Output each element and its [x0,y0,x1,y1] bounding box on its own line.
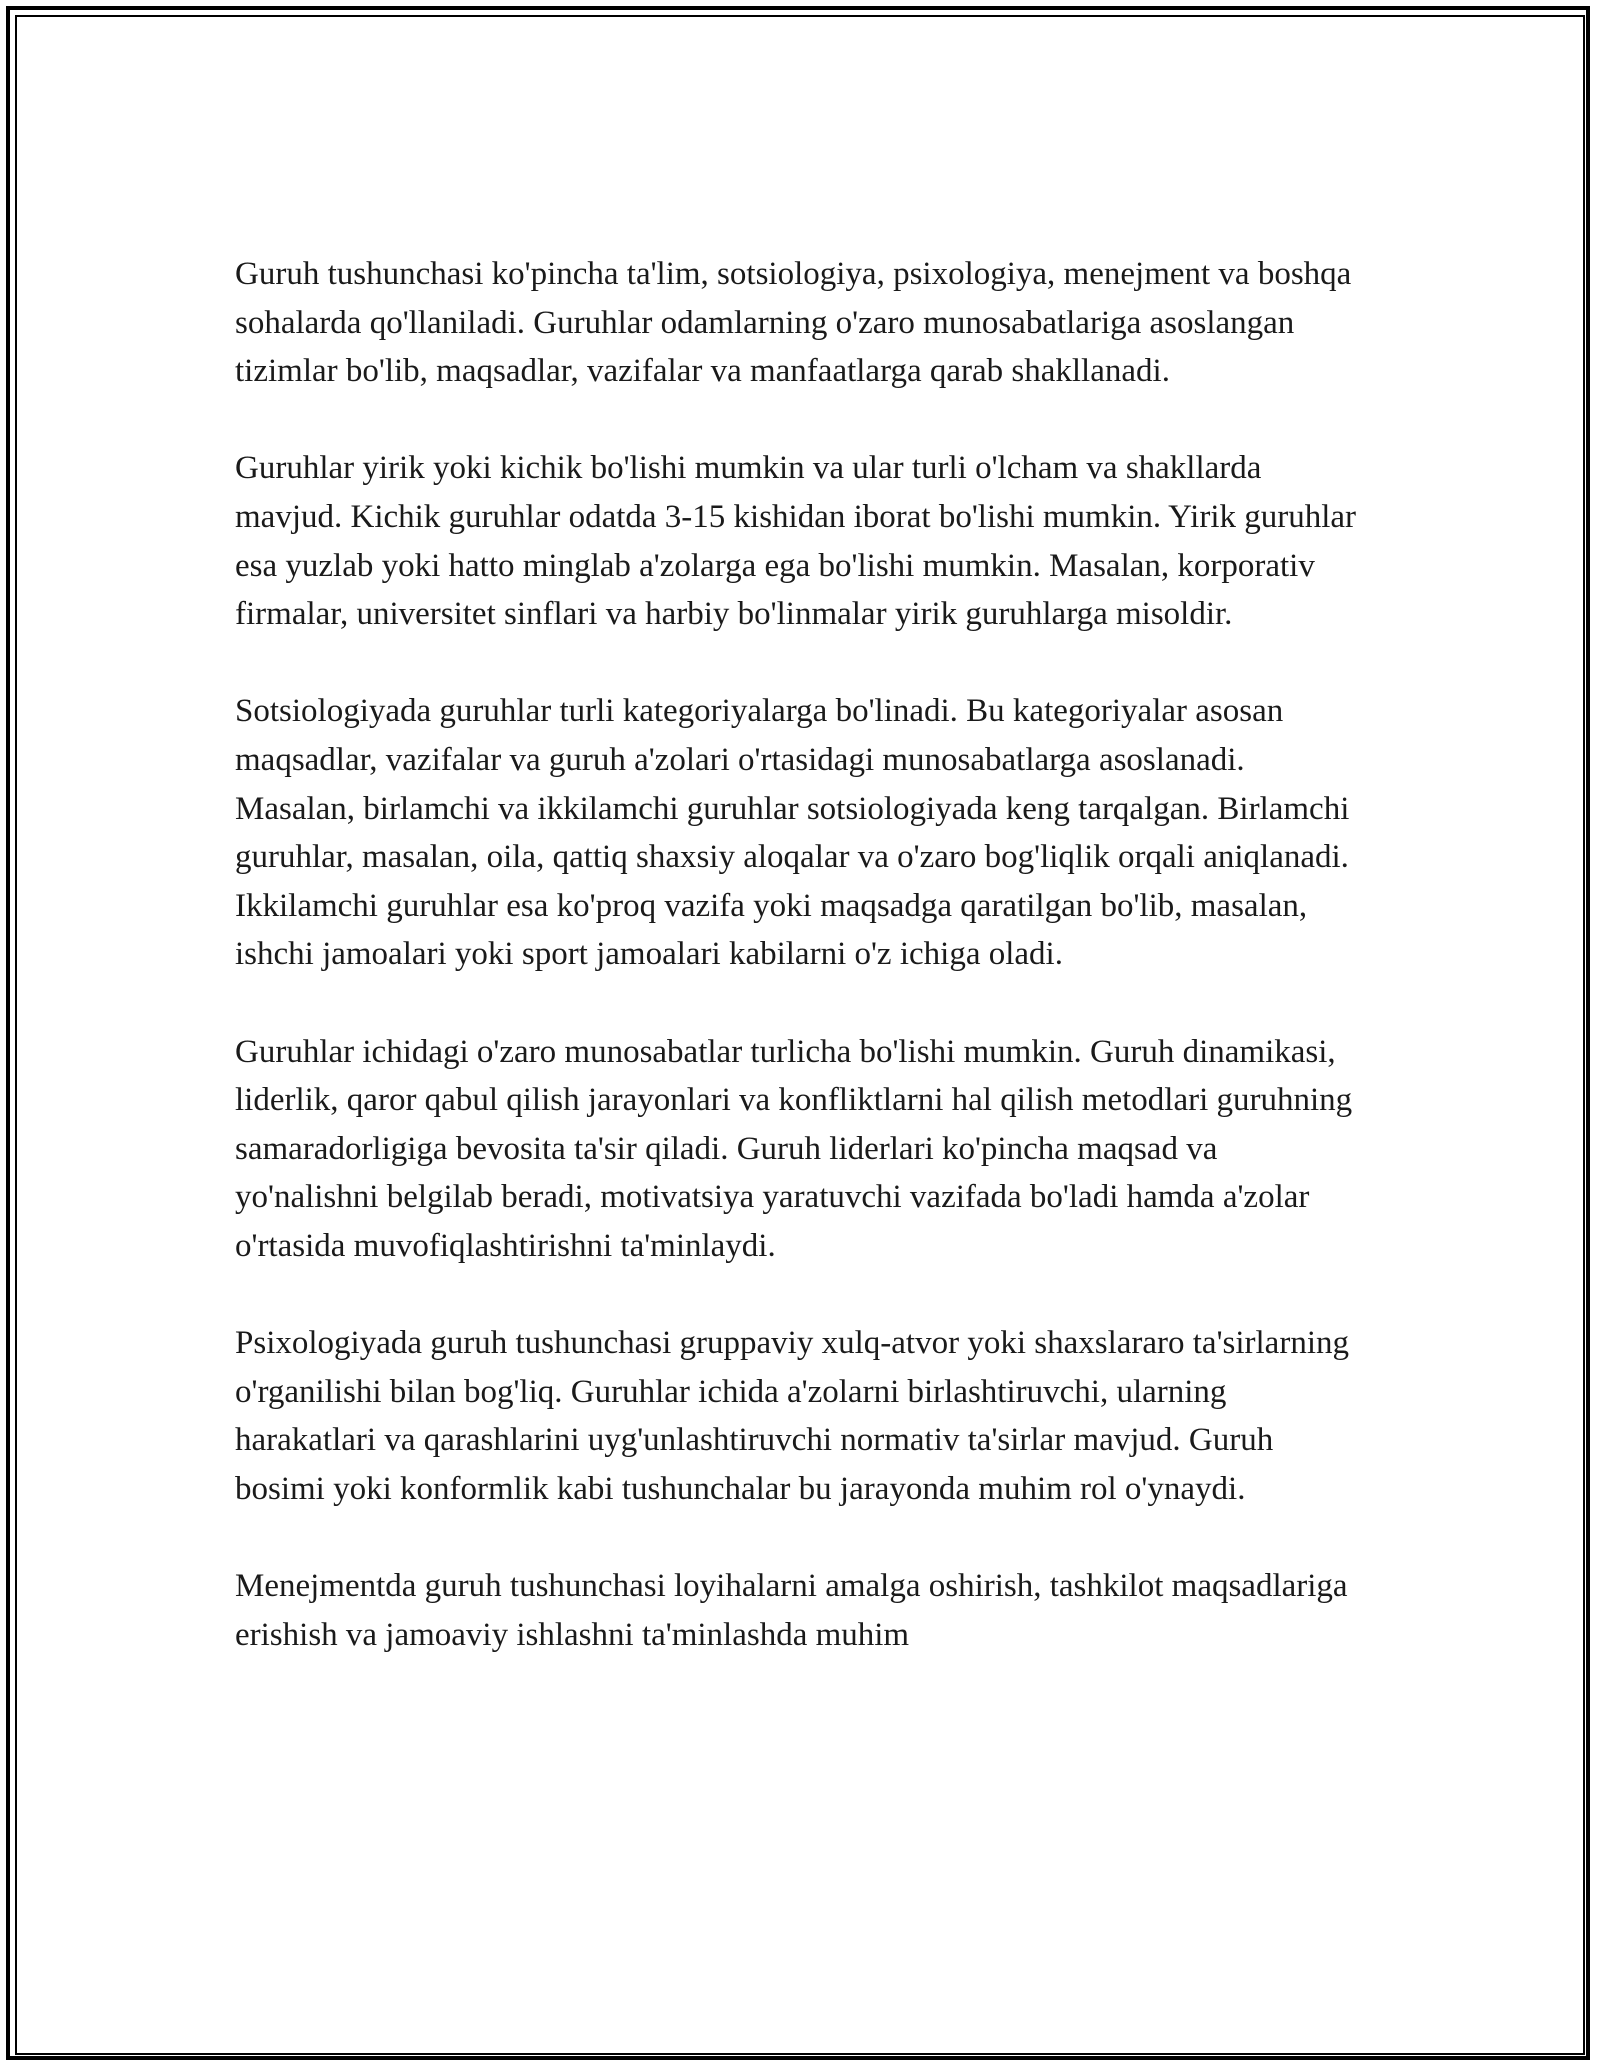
paragraph-guruh-olchamlari: Guruhlar yirik yoki kichik bo'lishi mumkin va ular turli o'lcham va shakllarda mavjud. Kichik guruhlar odatda 3-15 kishidan iborat bo'lishi mumkin. Yirik guruhlar esa yuzlab yoki hatto minglab a'zolarga ega bo'lishi mumkin. Masalan, korporativ firmalar, universitet sinflari va harbiy bo'linmalar yirik guruhlarga misoldir. [235,450,1357,633]
paragraph-psixologiya: Psixologiyada guruh tushunchasi gruppaviy xulq-atvor yoki shaxslararo ta'sirlarning o'rganilishi bilan bog'liq. Guruhlar ichida a'zolarni birlashtiruvchi, ularning harakatlari va qarashlarini uyg'unlashtiruvchi normativ ta'sirlar mavjud. Guruh bosimi yoki konformlik kabi tushunchalar bu jarayonda muhim rol o'ynaydi. [235,1325,1349,1507]
document-body [235,250,1365,1708]
paragraph-menejment: Menejmentda guruh tushunchasi loyihalarni amalga oshirish, tashkilot maqsadlariga erishish va jamoaviy ishlashni ta'minlashda muhim [235,1568,1348,1653]
paragraph-ozaro-munosabatlar: Guruhlar ichidagi o'zaro munosabatlar turlicha bo'lishi mumkin. Guruh dinamikasi, liderlik, qaror qabul qilish jarayonlari va konfliktlarni hal qilish metodlari guruhning samaradorligiga bevosita ta'sir qiladi. Guruh liderlari ko'pincha maqsad va yo'nalishni belgilab beradi, motivatsiya yaratuvchi vazifada bo'ladi hamda a'zolar o'rtasida muvofiqlashtirishni ta'minlaydi. [235,1033,1353,1264]
paragraph-guruh-tushunchasi: Guruh tushunchasi ko'pincha ta'lim, sotsiologiya, psixologiya, menejment va boshqa sohalarda qo'llaniladi. Guruhlar odamlarning o'zaro munosabatlariga asoslangan tizimlar bo'lib, maqsadlar, vazifalar va manfaatlarga qarab shakllanadi. [235,256,1352,390]
paragraph-sotsiologiya: Sotsiologiyada guruhlar turli kategoriyalarga bo'linadi. Bu kategoriyalar asosan maqsadlar, vazifalar va guruh a'zolari o'rtasidagi munosabatlarga asoslanadi. Masalan, birlamchi va ikkilamchi guruhlar sotsiologiyada keng tarqalgan. Birlamchi guruhlar, masalan, oila, qattiq shaxsiy aloqalar va o'zaro bog'liqlik orqali aniqlanadi. Ikkilamchi guruhlar esa ko'proq vazifa yoki maqsadga qaratilgan bo'lib, masalan, ishchi jamoalari yoki sport jamoalari kabilarni o'z ichiga oladi. [235,693,1350,973]
